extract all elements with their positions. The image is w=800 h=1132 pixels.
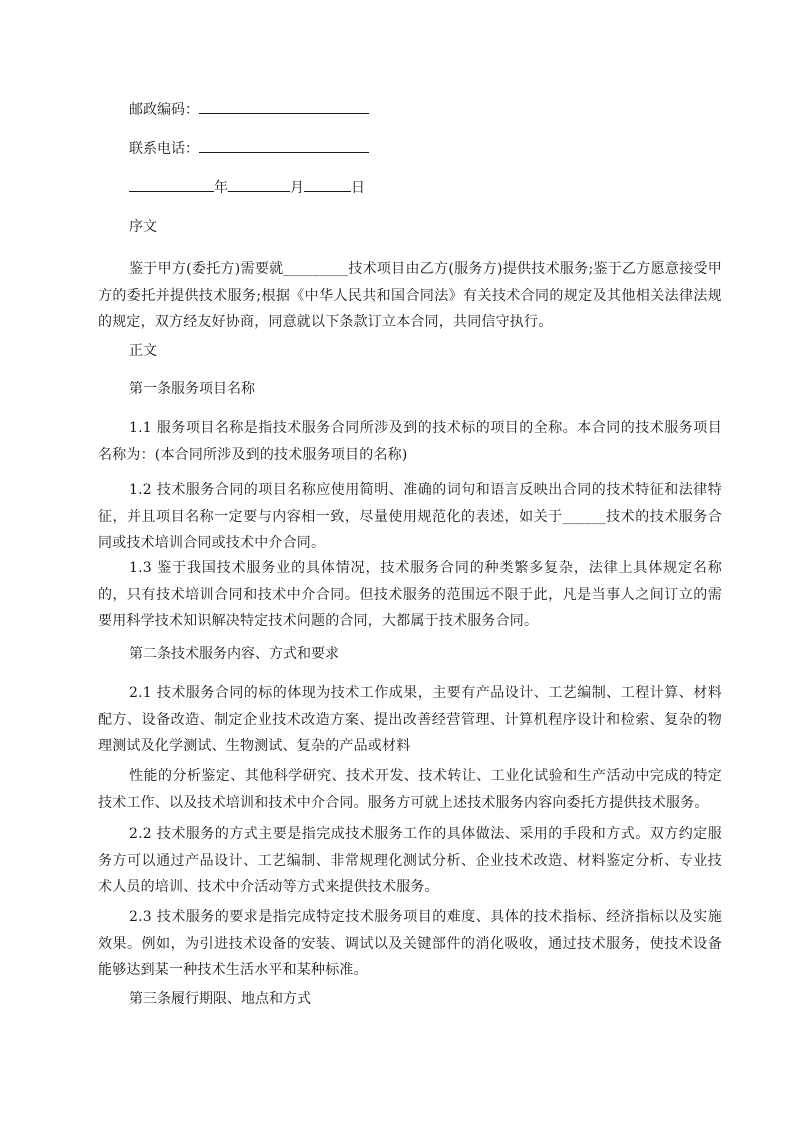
- phone-row: [129, 138, 369, 159]
- paragraph-2-1: 2.1 技术服务合同的标的体现为技术工作成果，主要有产品设计、工艺编制、工程计算、材料配方、设备改造、制定企业技术改造方案、提出改善经营管理、计算机程序设计和检索、复杂的物理测试及化学测试、生物测试、复杂的产品或材料: [98, 685, 722, 754]
- preface-paragraph: 鉴于甲方(委托方)需要就_________技术项目由乙方(服务方)提供技术服务;鉴于乙方愿意接受甲方的委托并提供技术服务;根据《中华人民共和国合同法》有关技术合同的规定及其他相关法律法规的规定，双方经友好协商，同意就以下条款订立本合同，共同信守执行。: [98, 261, 722, 330]
- paragraph-1-1: 1.1 服务项目名称是指技术服务合同所涉及到的技术标的项目的全称。本合同的技术服务项目名称为：(本合同所涉及到的技术服务项目的名称): [98, 420, 722, 463]
- day-blank: [304, 177, 351, 192]
- phone-label: 联系电话：: [129, 141, 199, 157]
- month-blank: [228, 177, 290, 192]
- preface-title: 序文: [129, 219, 157, 235]
- article-2-title: 第二条技术服务内容、方式和要求: [129, 646, 339, 662]
- paragraph-2-1-continued: 性能的分析鉴定、其他科学研究、技术开发、技术转让、工业化试验和生产活动中完成的特定技术工作、以及技术培训和技术中介合同。服务方可就上述技术服务内容向委托方提供技术服务。: [98, 768, 722, 811]
- paragraph-1-3: 1.3 鉴于我国技术服务业的具体情况，技术服务合同的种类繁多复杂，法律上具体规定名称的，只有技术培训合同和技术中介合同。但技术服务的范围远不限于此，凡是当事人之间订立的需要用科学技术知识解决特定技术问题的合同，大都属于技术服务合同。: [98, 560, 722, 629]
- year-label: 年: [214, 180, 228, 196]
- year-blank: [129, 177, 214, 192]
- article-3-title: 第三条履行期限、地点和方式: [129, 991, 311, 1007]
- postal-code-row: [129, 99, 369, 120]
- postal-code-blank: [199, 99, 369, 114]
- postal-code-label: 邮政编码：: [129, 102, 199, 118]
- article-1-title: 第一条服务项目名称: [129, 381, 255, 397]
- month-label: 月: [290, 180, 304, 196]
- day-label: 日: [351, 180, 365, 196]
- paragraph-2-3: 2.3 技术服务的要求是指完成特定技术服务项目的难度、具体的技术指标、经济指标以及实施效果。例如，为引进技术设备的安装、调试以及关键部件的消化吸收，通过技术服务，使技术设备能够达到某一种技术生活水平和某种标准。: [98, 909, 722, 978]
- body-title: 正文: [129, 343, 157, 359]
- phone-blank: [199, 138, 369, 153]
- paragraph-2-2: 2.2 技术服务的方式主要是指完成技术服务工作的具体做法、采用的手段和方式。双方约定服务方可以通过产品设计、工艺编制、非常规理化测试分析、企业技术改造、材料鉴定分析、专业技术人员的培训、技术中介活动等方式来提供技术服务。: [98, 826, 722, 895]
- date-row: [129, 177, 365, 198]
- paragraph-1-2: 1.2 技术服务合同的项目名称应使用简明、准确的词句和语言反映出合同的技术特征和法律特征，并且项目名称一定要与内容相一致，尽量使用规范化的表述，如关于______技术的技术服务合同或技术培训合同或技术中介合同。: [98, 482, 722, 551]
